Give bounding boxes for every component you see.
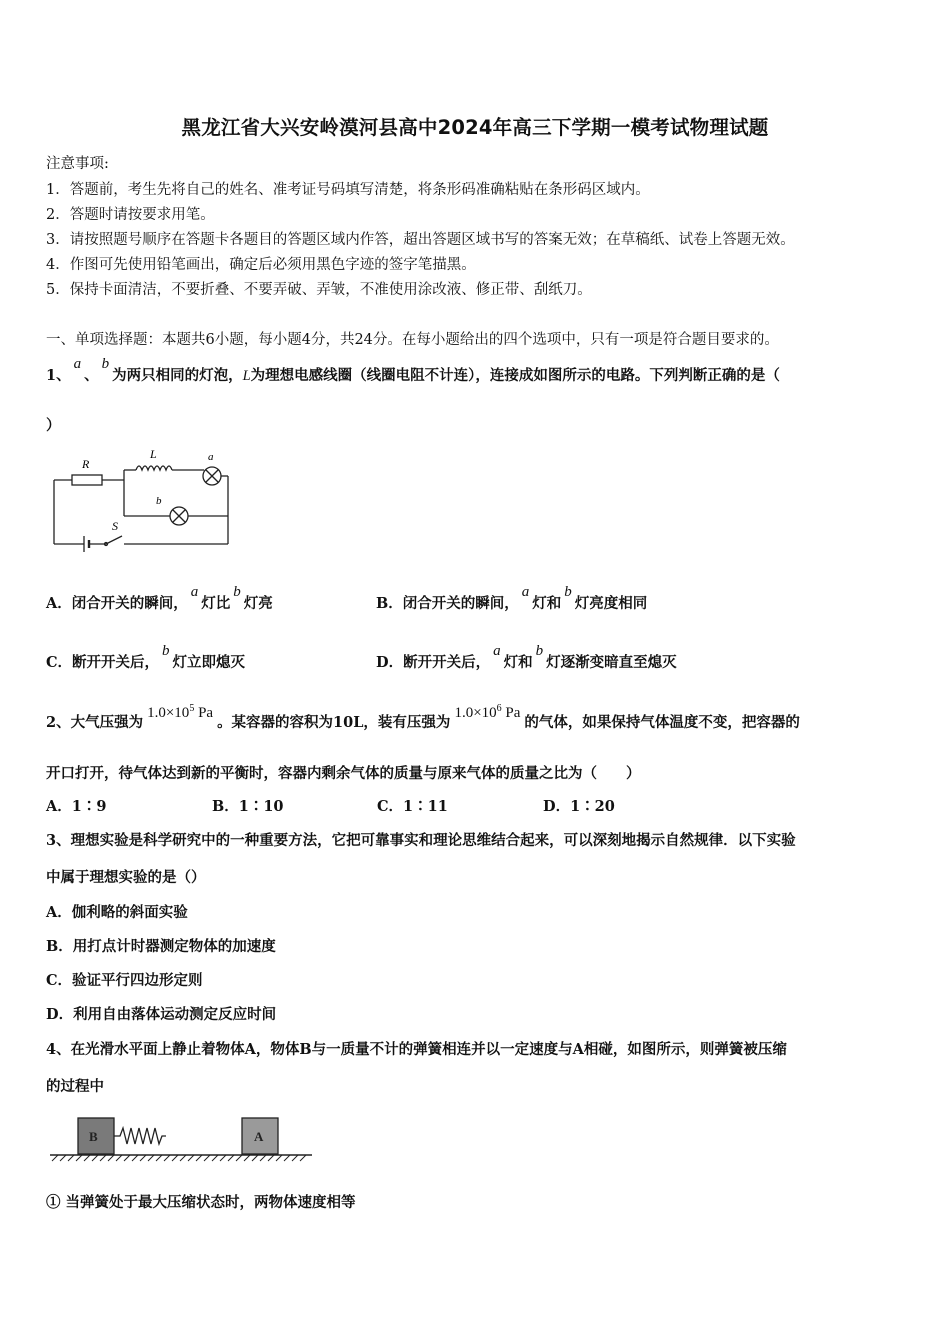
q1-option-b-pre: B．闭合开关的瞬间， (376, 595, 519, 612)
q1-option-d (376, 643, 677, 672)
question-2-line2: 开口打开，待气体达到新的平衡时，容器内剩余气体的质量与原来气体的质量之比为（ ） (46, 765, 641, 782)
notice-heading: 注意事项: (46, 156, 109, 172)
notice-item-1: 1．答题前，考生先将自己的姓名、准考证号码填写清楚，将条形码准确粘贴在条形码区域内。 (46, 182, 650, 198)
unit: Pa (505, 705, 521, 721)
var-a: a (493, 643, 501, 659)
q2-option-d: D．1∶20 (543, 798, 615, 815)
var-b: b (564, 584, 572, 600)
question-1-text1: 为两只相同的灯泡， (112, 367, 243, 384)
q1-option-a-mid: 灯比 (201, 595, 231, 612)
q1-option-d-pre: D．断开开关后， (376, 654, 491, 671)
q1-option-a-post: 灯亮 (243, 595, 273, 612)
question-3-line1: 3、理想实验是科学研究中的一种重要方法，它把可靠事实和理论思维结合起来，可以深刻地揭示自然规律．以下实验 (46, 832, 796, 849)
unit: Pa (198, 705, 214, 721)
spring-collision-diagram (46, 1108, 316, 1168)
question-4-line1: 4、在光滑水平面上静止着物体A，物体B与一质量不计的弹簧相连并以一定速度与A相碰，如图所示，则弹簧被压缩 (46, 1041, 787, 1058)
q1-option-d-post: 灯逐渐变暗直至熄灭 (546, 654, 677, 671)
q1-option-c (46, 643, 246, 672)
var-b: b (101, 356, 110, 372)
question-4-item-1: ① 当弹簧处于最大压缩状态时，两物体速度相等 (46, 1194, 356, 1211)
question-1-close: ） (46, 417, 61, 434)
q2-option-b: B．1∶10 (212, 798, 284, 815)
switch-s (106, 536, 122, 544)
label-s: S (112, 519, 118, 533)
resistor-r (72, 475, 102, 485)
q1-option-c-post: 灯立即熄灭 (172, 654, 246, 671)
q2-option-c: C．1∶11 (377, 798, 448, 815)
ground-hatch (52, 1155, 306, 1161)
q3-option-d: D．利用自由落体运动测定反应时间 (46, 1006, 277, 1023)
question-2-pre: 2、大气压强为 (46, 714, 144, 731)
p0-exp: 5 (189, 703, 195, 714)
question-1-number: 1、 (46, 367, 71, 384)
q3-option-c: C．验证平行四边形定则 (46, 972, 203, 989)
label-l: L (150, 448, 157, 461)
var-b: b (535, 643, 544, 659)
section-heading: 一、单项选择题：本题共6小题，每小题4分，共24分。在每小题给出的四个选项中，只有一项是符合题目要求的。 (46, 332, 779, 348)
question-2-post: 的气体，如果保持气体温度不变，把容器的 (524, 714, 800, 731)
var-a: a (73, 356, 82, 372)
q3-option-b: B．用打点计时器测定物体的加速度 (46, 938, 276, 955)
q1-option-b-mid: 灯和 (532, 595, 562, 612)
question-2-stem (46, 703, 800, 732)
inductor-coil (136, 466, 172, 470)
q1-option-b (376, 584, 648, 613)
var-a: a (521, 584, 530, 600)
notice-item-2: 2．答题时请按要求用笔。 (46, 207, 215, 223)
pressure-atm (147, 705, 213, 721)
question-2-mid: 。某容器的容积为10L，装有压强为 (217, 714, 451, 731)
spring (114, 1128, 166, 1144)
question-1-stem (46, 356, 780, 385)
var-a: a (190, 584, 199, 600)
label-block-b: B (89, 1129, 98, 1144)
p0-base: 1.0×10 (147, 705, 190, 721)
q2-option-a: A．1∶9 (46, 798, 107, 815)
question-3-line2: 中属于理想实验的是（） (46, 869, 206, 886)
p1-base: 1.0×10 (454, 705, 497, 721)
q3-option-a: A．伽利略的斜面实验 (46, 904, 188, 921)
q1-option-a (46, 584, 273, 613)
sep: 、 (84, 367, 99, 384)
label-a: a (208, 451, 214, 463)
circuit-diagram (46, 448, 236, 552)
var-b: b (233, 584, 241, 600)
label-r: R (82, 457, 90, 471)
q1-option-b-post: 灯亮度相同 (574, 595, 648, 612)
label-b: b (156, 495, 162, 507)
q1-option-c-pre: C．断开开关后， (46, 654, 160, 671)
p1-exp: 6 (496, 703, 502, 714)
var-b: b (162, 643, 170, 659)
q1-option-a-pre: A．闭合开关的瞬间， (46, 595, 188, 612)
q1-option-d-mid: 灯和 (503, 654, 533, 671)
notice-item-5: 5．保持卡面清洁，不要折叠、不要弄破、弄皱，不准使用涂改液、修正带、刮纸刀。 (46, 282, 592, 298)
question-4-line2: 的过程中 (46, 1078, 104, 1095)
page-title: 黑龙江省大兴安岭漠河县高中2024年高三下学期一模考试物理试题 (181, 116, 769, 139)
question-1-text2: 为理想电感线圈（线圈电阻不计连），连接成如图所示的电路。下列判断正确的是（ (250, 367, 780, 384)
label-block-a: A (254, 1129, 264, 1144)
notice-item-4: 4．作图可先使用铅笔画出，确定后必须用黑色字迹的签字笔描黑。 (46, 257, 476, 273)
notice-item-3: 3．请按照题号顺序在答题卡各题目的答题区域内作答，超出答题区域书写的答案无效；在草稿纸、试卷上答题无效。 (46, 232, 795, 248)
var-L: L (242, 368, 251, 384)
pressure-container (454, 705, 520, 721)
